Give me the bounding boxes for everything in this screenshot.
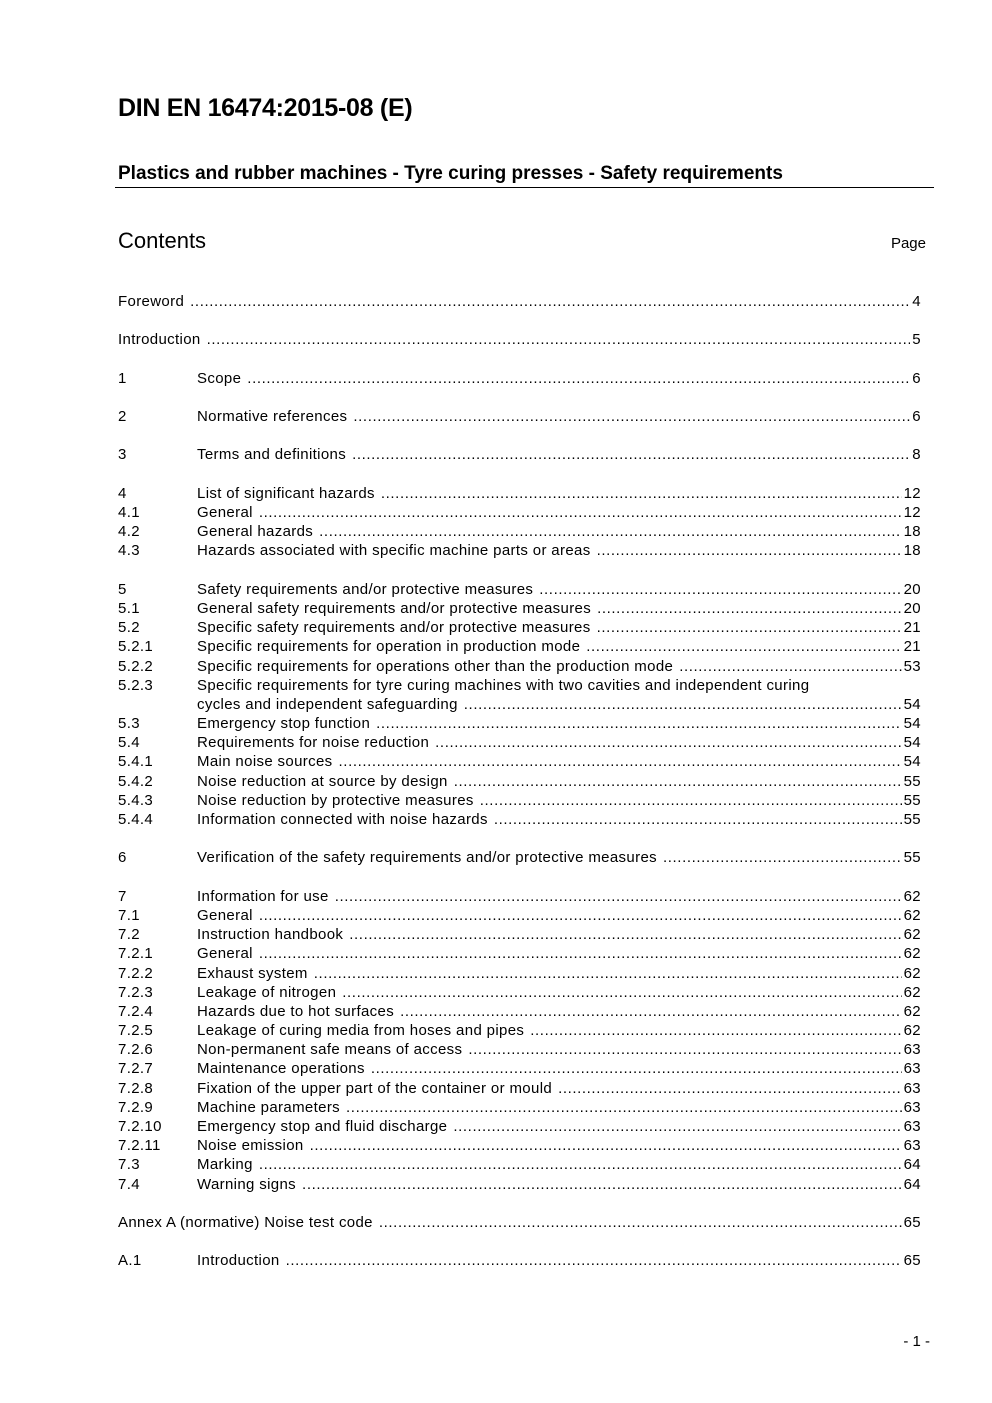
toc-entry-label: General [197,945,253,963]
toc-entry-number: 4.1 [118,504,140,522]
toc-entry-page: 62 [903,906,921,924]
toc-leader [259,1155,902,1174]
toc-entry-label: Machine parameters [197,1098,341,1116]
toc-entry-number: 7.2.2 [118,964,154,982]
toc-leader [207,330,911,349]
toc-entry[interactable] [118,580,921,599]
toc-entry-label: Safety requirements and/or protective measures [197,580,534,598]
toc-entry-number: 7 [118,887,127,905]
toc-leader [342,983,901,1002]
toc-entry-label: Information connected with noise hazards [197,811,488,829]
toc-entry-number: 7.2.6 [118,1041,154,1059]
toc-entry-label: Scope [197,369,242,387]
toc-entry[interactable] [118,1175,921,1194]
toc-entry[interactable] [118,522,921,541]
toc-entry-number: 5.2.2 [118,657,154,675]
toc-leader [454,772,902,791]
toc-leader [353,407,910,426]
toc-leader [339,752,902,771]
toc-entry-label: List of significant hazards [197,484,375,502]
toc-entry-label: Normative references [197,408,348,426]
toc-entry-number: 7.3 [118,1156,140,1174]
toc-leader [247,369,910,388]
toc-entry[interactable] [118,944,921,963]
toc-entry[interactable] [118,369,921,388]
toc-entry-number: 1 [118,369,127,387]
page-column-heading: Page [890,235,926,252]
toc-entry-page: 4 [912,292,921,310]
toc-entry-label: Leakage of nitrogen [197,983,337,1001]
toc-entry[interactable] [118,657,921,676]
toc-entry-label: Marking [197,1156,253,1174]
toc-leader [597,618,902,637]
toc-entry-label: Exhaust system [197,964,308,982]
toc-entry[interactable] [118,292,921,311]
toc-leader [190,292,910,311]
toc-entry-number: 7.2 [118,926,140,944]
toc-entry[interactable] [118,714,921,733]
toc-entry-label: Introduction [118,331,201,349]
toc-leader [597,541,902,560]
toc-entry-number: 5.4.2 [118,772,154,790]
toc-entry-page: 62 [903,983,921,1001]
toc-entry-page: 21 [903,619,921,637]
toc-entry-number: 5.2.3 [118,676,154,694]
toc-entry-page: 55 [903,772,921,790]
toc-entry[interactable] [118,541,921,560]
toc-entry-page: 53 [903,657,921,675]
contents-heading: Contents [118,228,207,253]
toc-entry-page: 65 [903,1252,921,1270]
toc-entry-label: Maintenance operations [197,1060,365,1078]
toc-entry-number: 4.3 [118,542,140,560]
toc-entry-page: 54 [903,715,921,733]
toc-entry-continuation[interactable] [118,695,921,714]
toc-entry-number: 7.2.7 [118,1060,154,1078]
toc-entry-label: Fixation of the upper part of the container or mould [197,1079,553,1097]
toc-entry-label: Hazards associated with specific machine parts or areas [197,542,591,560]
toc-entry-number: 7.2.10 [118,1118,162,1136]
toc-leader [379,1213,902,1232]
toc-entry-label: General [197,504,253,522]
toc-leader [349,925,901,944]
toc-entry-page: 54 [903,734,921,752]
toc-entry[interactable] [118,446,921,465]
toc-entry-label: Warning signs [197,1175,297,1193]
toc-entry[interactable] [118,676,921,695]
toc-entry-number: 5.4 [118,734,140,752]
toc-entry[interactable] [118,983,921,1002]
page-number: - 1 - [903,1333,930,1350]
toc-leader [400,1002,902,1021]
toc-entry-page: 55 [903,811,921,829]
toc-entry[interactable] [118,330,921,349]
toc-leader [310,1136,902,1155]
toc-leader [539,580,901,599]
toc-entry-label: Verification of the safety requirements and/or protective measures [197,849,657,867]
toc-leader [464,695,902,714]
toc-entry-page: 20 [903,580,921,598]
toc-leader [314,964,902,983]
toc-entry-page: 62 [903,887,921,905]
toc-leader [453,1117,901,1136]
toc-entry-page: 55 [903,849,921,867]
toc-entry-label: Terms and definitions [197,446,347,464]
toc-entry[interactable] [118,1213,921,1232]
toc-entry-label: Emergency stop and fluid discharge [197,1118,448,1136]
toc-leader [352,445,910,464]
toc-entry-number: 5.3 [118,715,140,733]
toc-entry[interactable] [118,1117,921,1136]
toc-entry-label: Foreword [118,292,185,310]
toc-entry-number: 7.2.8 [118,1079,154,1097]
toc-entry-number: 5.4.1 [118,753,154,771]
toc-entry[interactable] [118,1060,921,1079]
toc-leader [530,1021,901,1040]
toc-entry[interactable] [118,791,921,810]
toc-entry-number: 5.2 [118,619,140,637]
toc-entry[interactable] [118,925,921,944]
toc-leader [663,848,902,867]
toc-leader [435,733,901,752]
toc-entry-number: 5 [118,580,127,598]
toc-entry[interactable] [118,407,921,426]
toc-leader [597,599,902,618]
toc-entry[interactable] [118,1040,921,1059]
toc-entry-label: Noise reduction by protective measures [197,791,474,809]
toc-entry-label: Requirements for noise reduction [197,734,430,752]
toc-entry-label: Instruction handbook [197,926,344,944]
toc-entry-number: 5.1 [118,599,140,617]
toc-entry-label: Specific requirements for operations other than the production mode [197,657,674,675]
toc-entry-label: Information for use [197,887,329,905]
document-id: DIN EN 16474:2015-08 (E) [118,94,413,122]
toc-entry-label: Noise emission [197,1137,304,1155]
toc-entry[interactable] [118,772,921,791]
toc-leader [335,887,902,906]
toc-entry-label: Leakage of curing media from hoses and pipes [197,1022,525,1040]
toc-entry-label: General [197,906,253,924]
toc-leader [259,503,902,522]
toc-entry-label: Main noise sources [197,753,333,771]
toc-entry-page: 54 [903,695,921,713]
toc-entry-page: 63 [903,1041,921,1059]
toc-entry-label: Specific safety requirements and/or protective measures [197,619,591,637]
toc-entry-number: 7.2.11 [118,1137,161,1155]
toc-entry-number: 7.2.4 [118,1002,154,1020]
toc-entry-page: 5 [912,331,921,349]
document-title: Plastics and rubber machines - Tyre curing presses - Safety requirements [118,163,783,184]
toc-entry[interactable] [118,887,921,906]
toc-entry[interactable] [118,1251,921,1270]
toc-entry-label: Introduction [197,1252,280,1270]
toc-entry[interactable] [118,1155,921,1174]
toc-entry-page: 12 [903,484,921,502]
toc-entry[interactable] [118,503,921,522]
toc-entry-page: 62 [903,1002,921,1020]
toc-leader [679,657,901,676]
toc-leader [302,1175,902,1194]
title-divider [115,187,934,188]
toc-entry[interactable] [118,1021,921,1040]
toc-entry[interactable] [118,1002,921,1021]
toc-entry[interactable] [118,810,921,829]
toc-leader [259,944,902,963]
toc-entry-number: 7.4 [118,1175,140,1193]
toc-entry[interactable] [118,733,921,752]
toc-entry-number: 7.2.1 [118,945,154,963]
toc-entry-page: 63 [903,1079,921,1097]
toc-entry[interactable] [118,753,921,772]
toc-entry-number: 7.2.9 [118,1098,154,1116]
toc-entry-number: 5.2.1 [118,638,154,656]
toc-entry[interactable] [118,1079,921,1098]
toc-entry-page: 21 [903,638,921,656]
toc-entry-page: 65 [903,1213,921,1231]
toc-entry-page: 18 [903,542,921,560]
toc-entry-label: General hazards [197,523,314,541]
toc-entry-page: 62 [903,1022,921,1040]
toc-entry-number: 3 [118,446,127,464]
toc-entry-number: 5.4.4 [118,811,154,829]
toc-entry-number: 7.1 [118,906,140,924]
toc-entry-label: Emergency stop function [197,715,371,733]
toc-entry-page: 62 [903,926,921,944]
toc-entry[interactable] [118,599,921,618]
toc-leader [586,637,901,656]
toc-entry-page: 63 [903,1098,921,1116]
toc-leader [381,484,902,503]
toc-entry-number: 6 [118,849,127,867]
toc-entry-page: 63 [903,1118,921,1136]
toc-entry-page: 63 [903,1060,921,1078]
toc-entry-label: Specific requirements for tyre curing machines with two cavities and independent curing [197,676,810,694]
toc-entry-label: Annex A (normative) Noise test code [118,1213,373,1231]
toc-entry-page: 12 [903,504,921,522]
toc-entry-label: Hazards due to hot surfaces [197,1002,395,1020]
toc-entry[interactable] [118,848,921,867]
toc-leader [371,1059,902,1078]
toc-leader [286,1251,902,1270]
toc-entry-number: 2 [118,408,127,426]
toc-entry-label: Non-permanent safe means of access [197,1041,463,1059]
toc-entry[interactable] [118,1098,921,1117]
toc-leader [319,522,901,541]
toc-entry-page: 54 [903,753,921,771]
toc-entry-label: Noise reduction at source by design [197,772,448,790]
toc-entry[interactable] [118,637,921,656]
toc-entry-number: 7.2.5 [118,1022,154,1040]
toc-entry-number: 4.2 [118,523,140,541]
toc-entry[interactable] [118,484,921,503]
toc-leader [259,906,902,925]
toc-entry-number: 4 [118,484,127,502]
toc-entry[interactable] [118,1136,921,1155]
toc-entry-page: 62 [903,964,921,982]
toc-leader [376,714,901,733]
toc-entry-page: 64 [903,1156,921,1174]
table-of-contents [118,292,921,1271]
toc-leader [346,1098,902,1117]
toc-entry[interactable] [118,618,921,637]
toc-entry-label: General safety requirements and/or protective measures [197,599,592,617]
toc-entry-label: Specific requirements for operation in production mode [197,638,581,656]
toc-leader [558,1079,902,1098]
toc-entry-page: 62 [903,945,921,963]
toc-entry-page: 6 [912,408,921,426]
toc-entry-number: A.1 [118,1252,142,1270]
toc-entry-page: 20 [903,599,921,617]
toc-entry-number: 5.4.3 [118,791,154,809]
toc-entry-label-continuation: cycles and independent safeguarding [197,695,458,713]
toc-leader [494,810,902,829]
toc-entry-page: 64 [903,1175,921,1193]
toc-entry[interactable] [118,964,921,983]
toc-entry-number: 7.2.3 [118,983,154,1001]
toc-leader [480,791,902,810]
toc-entry-page: 63 [903,1137,921,1155]
toc-entry[interactable] [118,906,921,925]
toc-entry-page: 8 [912,446,921,464]
toc-entry-page: 6 [912,369,921,387]
toc-entry-page: 55 [903,791,921,809]
toc-entry-page: 18 [903,523,921,541]
toc-leader [468,1040,901,1059]
